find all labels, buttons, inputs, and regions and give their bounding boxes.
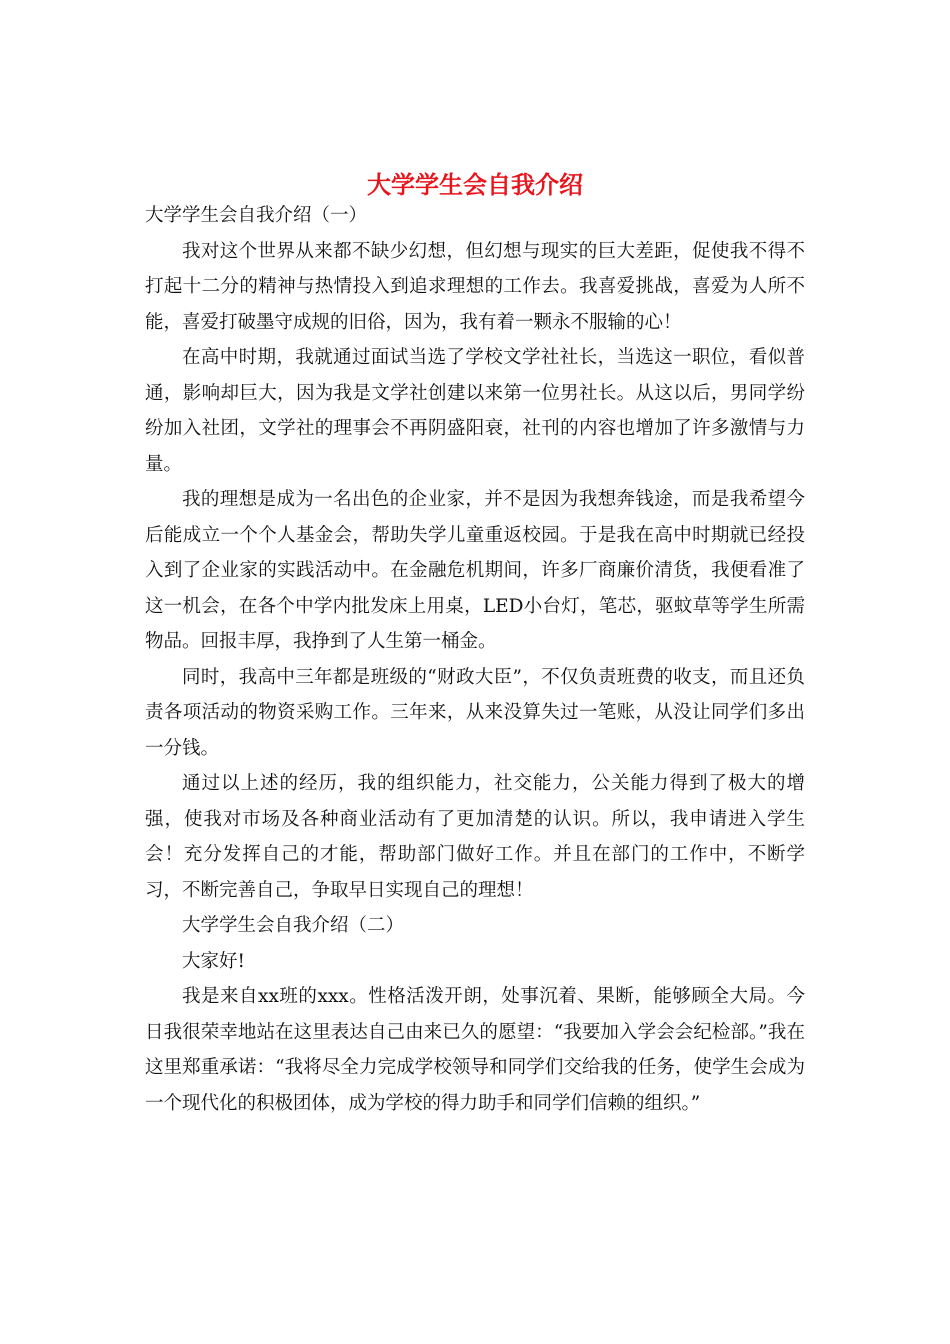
paragraph: 我的理想是成为一名出色的企业家，并不是因为我想奔钱途，而是我希望今后能成立一个个人基金会，帮助失学儿童重返校园。于是我在高中时期就已经投入到了企业家的实践活动中。在金融危机期间，许多厂商廉价清货，我便看准了这一机会，在各个中学内批发床上用桌，LED小台灯，笔芯，驱蚊草等学生所需物品。回报丰厚，我挣到了人生第一桶金。 — [145, 489, 805, 652]
paragraph: 我对这个世界从来都不缺少幻想，但幻想与现实的巨大差距，促使我不得不打起十二分的精神与热情投入到追求理想的工作去。我喜爱挑战，喜爱为人所不能，喜爱打破墨守成规的旧俗，因为，我有着一颗永不服输的心！ — [145, 240, 805, 333]
document-body — [145, 198, 805, 1121]
section-heading-1: 大学学生会自我介绍（一） — [145, 205, 368, 226]
section-heading-2: 大学学生会自我介绍（二） — [182, 915, 405, 936]
paragraph: 我是来自xx班的xxx。性格活泼开朗，处事沉着、果断，能够顾全大局。今日我很荣幸地站在这里表达自己由来已久的愿望：“我要加入学会会纪检部。”我在这里郑重承诺：“我将尽全力完成学校领导和同学们交给我的任务，使学生会成为一个现代化的积极团体，成为学校的得力助手和同学们信赖的组织。” — [145, 986, 805, 1114]
paragraph: 同时，我高中三年都是班级的“财政大臣”，不仅负责班费的收支，而且还负责各项活动的物资采购工作。三年来，从来没算失过一笔账，从没让同学们多出一分钱。 — [145, 666, 805, 759]
greeting: 大家好! — [182, 950, 245, 972]
paragraph: 通过以上述的经历，我的组织能力，社交能力，公关能力得到了极大的增强，使我对市场及各种商业活动有了更加清楚的认识。所以，我申请进入学生会！充分发挥自己的才能，帮助部门做好工作。并且在部门的工作中，不断学习，不断完善自己，争取早日实现自己的理想！ — [145, 773, 805, 901]
document-title: 大学学生会自我介绍 — [367, 171, 583, 200]
paragraph: 在高中时期，我就通过面试当选了学校文学社社长，当选这一职位，看似普通，影响却巨大，因为我是文学社创建以来第一位男社长。从这以后，男同学纷纷加入社团，文学社的理事会不再阴盛阳衰，社刊的内容也增加了许多激情与力量。 — [145, 347, 805, 475]
